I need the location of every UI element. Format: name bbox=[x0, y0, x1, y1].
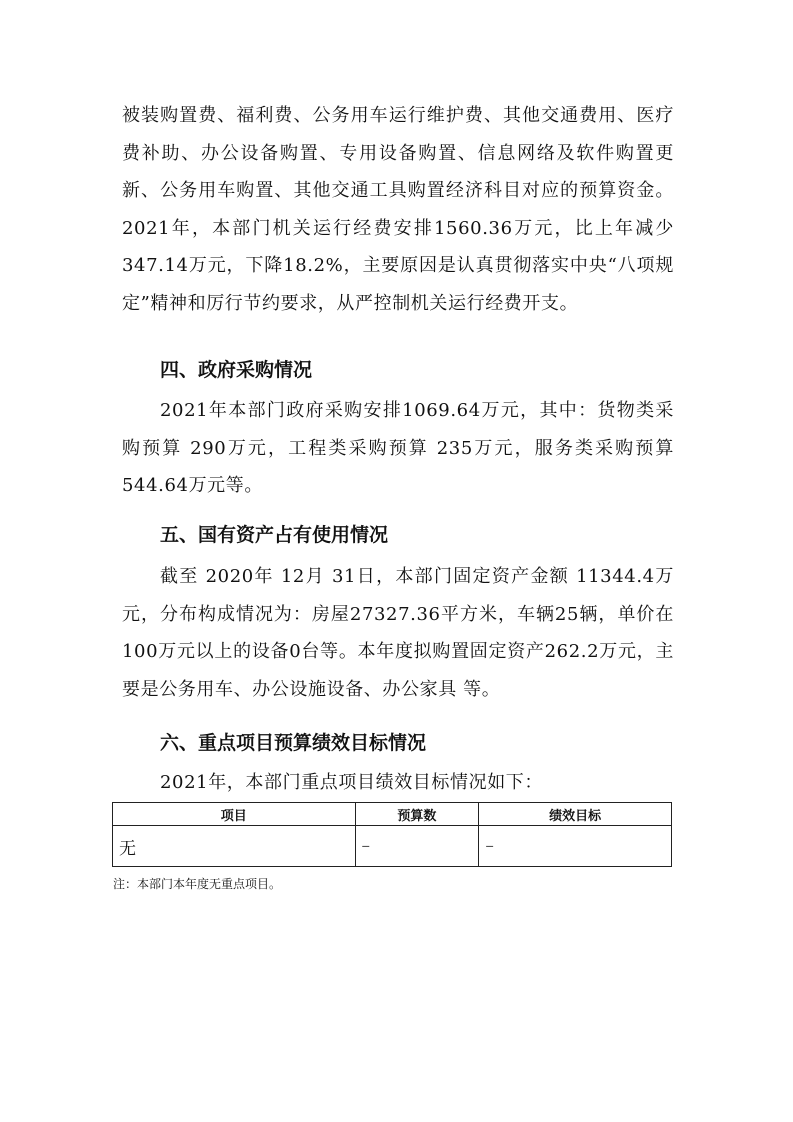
section-heading-performance: 六、重点项目预算绩效目标情况 bbox=[160, 732, 427, 754]
column-header-target: 绩效目标 bbox=[479, 803, 672, 826]
section-heading-procurement: 四、政府采购情况 bbox=[160, 359, 313, 381]
table-note: 注：本部门本年度无重点项目。 bbox=[113, 877, 282, 891]
table-row bbox=[113, 826, 672, 867]
cell-budget: – bbox=[355, 826, 479, 867]
table-header-row bbox=[113, 803, 672, 826]
paragraph-operating-cost: 被装购置费、福利费、公务用车运行维护费、其他交通费用、医疗费补助、办公设备购置、专用设备购置、信息网络及软件购置更新、公务用车购置、其他交通工具购置经济科目对应的预算资金。2021年，本部门机关运行经费安排1560.36万元，比上年减少347.14万元，下降18.2%，主要原因是认真贯彻落实中央“八项规定”精神和厉行节约要求，从严控制机关运行经费开支。 bbox=[122, 105, 674, 314]
cell-target: – bbox=[479, 826, 672, 867]
column-header-project: 项目 bbox=[113, 803, 356, 826]
paragraph-procurement: 2021年本部门政府采购安排1069.64万元，其中：货物类采购预算 290万元，工程类采购预算 235万元，服务类采购预算544.64万元等。 bbox=[122, 400, 674, 496]
paragraph-assets: 截至 2020年 12月 31日，本部门固定资产金额 11344.4万元，分布构成情况为：房屋27327.36平方米，车辆25辆，单价在100万元以上的设备0台等。本年度拟购置固定资产262.2万元，主要是公务用车、办公设施设备、办公家具 等。 bbox=[122, 566, 674, 700]
section-heading-assets: 五、国有资产占有使用情况 bbox=[160, 524, 389, 546]
column-header-budget: 预算数 bbox=[355, 803, 479, 826]
performance-table bbox=[112, 802, 672, 867]
cell-project: 无 bbox=[113, 826, 356, 867]
paragraph-performance-intro: 2021年，本部门重点项目绩效目标情况如下： bbox=[160, 772, 544, 793]
